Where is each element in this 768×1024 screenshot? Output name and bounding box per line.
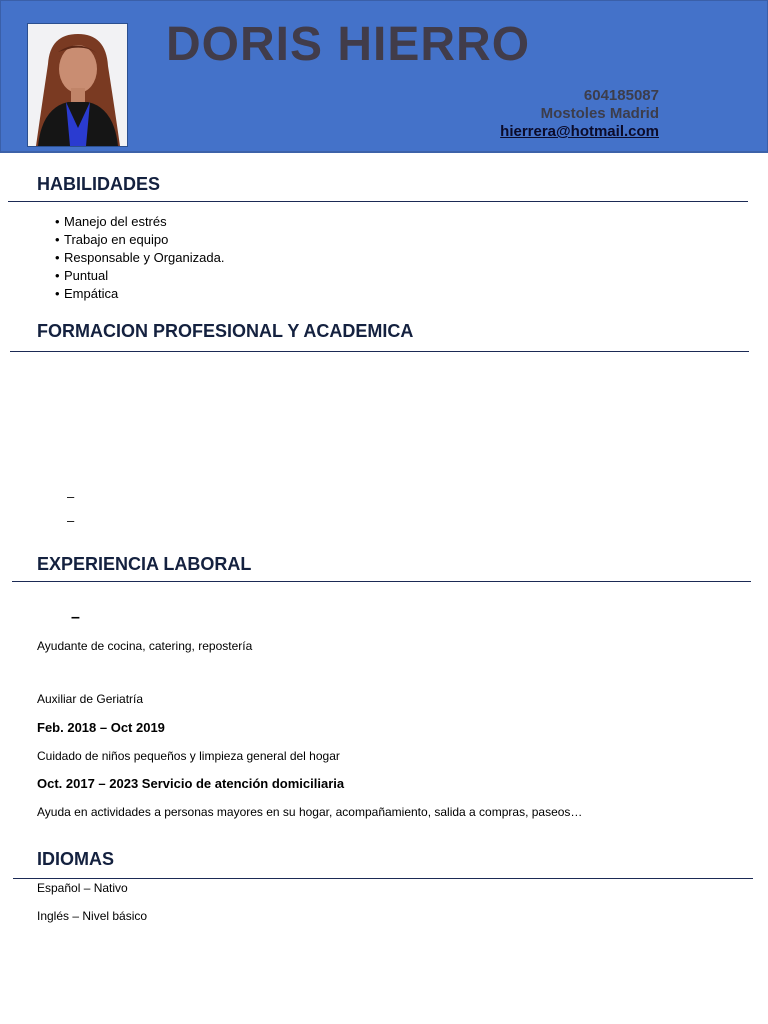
languages-heading: IDIOMAS [37, 849, 115, 869]
languages-divider [13, 878, 753, 879]
list-item: • Responsable y Organizada. [55, 250, 225, 265]
education-dash-2: – [67, 513, 75, 528]
phone-number: 604185087 [583, 87, 659, 104]
language-item: Español – Nativo [37, 881, 128, 895]
city: Mostoles Madrid [540, 105, 659, 122]
header-banner [0, 0, 768, 153]
experience-line: Ayudante de cocina, catering, repostería [37, 639, 253, 653]
list-item: • Manejo del estrés [55, 214, 167, 229]
skills-heading: HABILIDADES [37, 174, 161, 194]
profile-photo [27, 23, 128, 147]
experience-heading: EXPERIENCIA LABORAL [37, 554, 252, 574]
full-name: DORIS HIERRO [166, 18, 531, 71]
experience-dash: – [71, 609, 80, 626]
education-heading: FORMACION PROFESIONAL Y ACADEMICA [37, 321, 414, 341]
list-item: • Puntual [55, 268, 109, 283]
email-link[interactable]: hierrera@hotmail.com [500, 123, 659, 140]
experience-date: Feb. 2018 – Oct 2019 [37, 720, 165, 735]
experience-line: Auxiliar de Geriatría [37, 692, 144, 706]
language-item: Inglés – Nivel básico [37, 909, 148, 923]
contact-block [500, 87, 659, 141]
experience-line: Cuidado de niños pequeños y limpieza general del hogar [37, 749, 340, 763]
list-item: • Trabajo en equipo [55, 232, 169, 247]
skills-list [55, 213, 224, 303]
experience-divider [12, 581, 751, 582]
education-dash-1: – [67, 489, 75, 504]
experience-line: Ayuda en actividades a personas mayores en su hogar, acompañamiento, salida a compras, paseos… [37, 805, 583, 819]
experience-date: Oct. 2017 – 2023 Servicio de atención domiciliaria [37, 776, 345, 791]
skills-divider [8, 201, 748, 202]
education-divider [10, 351, 749, 352]
list-item: • Empática [55, 286, 119, 301]
